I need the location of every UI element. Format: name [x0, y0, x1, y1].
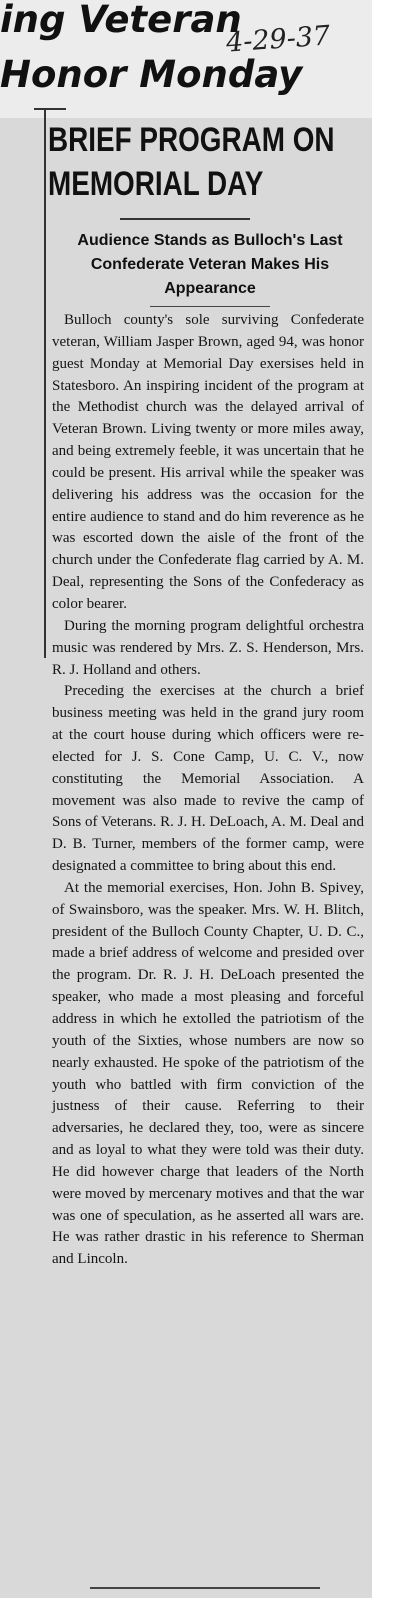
article-paragraph: At the memorial exercises, Hon. John B. Spivey, of Swainsboro, was the speaker. Mrs. W. H. Blitch, president of the Bulloch County Chapter, U. D. C., made a brief address of welcome and presided over the program. Dr. R. J. H. DeLoach presented the speaker, who made a most pleasing and forceful address in which he extolled the patriotism of the youth of the Sixties, whose numbers are now so nearly exhausted. He spoke of the patriotism of the youth who battled with firm conviction of the justness of their cause. Referring to their adversaries, he declared they, too, were as sincere and as loyal to what they were told was their duty. He did however charge that leaders of the North were moved by mercenary motives and that the war was one of speculation, as he asserted all wars are. He was rather drastic in his reference to Sherman and Lincoln.: [52, 879, 364, 1268]
handwritten-date: 4-29-37: [225, 20, 332, 59]
title-divider: [120, 218, 250, 220]
divider-top: [34, 108, 66, 110]
article-paragraph: Bulloch county's sole surviving Confederate veteran, William Jasper Brown, aged 94, was honor guest Monday at Memorial Day exersises held in Statesboro. An inspiring incident of the program at the Methodist church was the delayed arrival of Veteran Brown. Living twenty or more miles away, and being extremely feeble, it was uncertain that he could be present. His arrival while the speaker was delivering his address was the occasion for the entire audience to stand and do him reverence as he was escorted down the aisle of the front of the church under the Confederate flag carried by A. M. Deal, representing the Sons of the Confederacy as color bearer.: [52, 312, 364, 612]
column-rule-left: [44, 108, 46, 658]
article-paragraph: Preceding the exercises at the church a brief business meeting was held in the grand jury room at the court house during which officers were re-elected for J. S. Cone Camp, U. C. V., now constituting the Memorial Association. A movement was also made to revive the camp of Sons of Veterans. R. J. H. DeLoach, A. M. Deal and D. B. Turner, members of the former camp, were designated a committee to bring about this end.: [52, 683, 364, 875]
article-title: BRIEF PROGRAM ON MEMORIAL DAY: [48, 121, 335, 203]
end-rule: [90, 1587, 320, 1589]
headline-line-1: ing Veteran: [0, 0, 242, 41]
headline-line-2: Honor Monday: [0, 53, 303, 96]
deck-divider: [150, 306, 270, 307]
article-body: [52, 310, 364, 1271]
article-deck: Audience Stands as Bulloch's Last Confederate Veteran Makes His Appearance: [77, 232, 343, 297]
clipping-header-area: [0, 0, 372, 118]
article-paragraph: During the morning program delightful orchestra music was rendered by Mrs. Z. S. Henderson, Mrs. R. J. Holland and others.: [52, 617, 364, 678]
